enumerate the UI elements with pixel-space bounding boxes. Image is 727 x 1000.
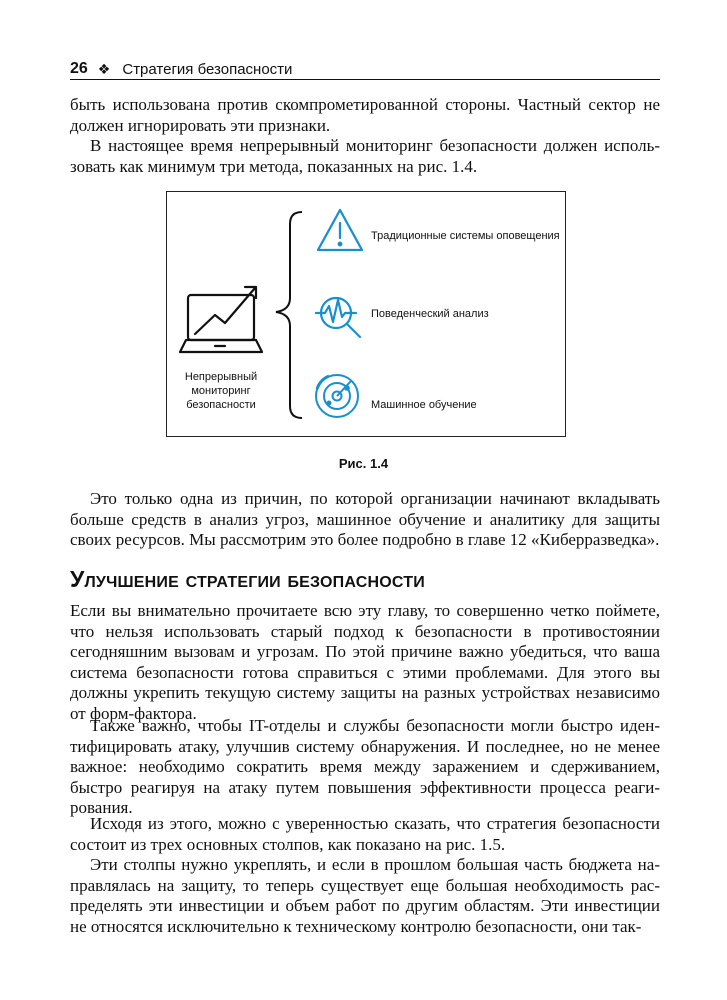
paragraph-section-2: Также важно, чтобы IT-отделы и службы безопасности могли быстро идентифицировать атаку, улучшив систему обнаружения. И последнее, но не менее важное: необходимо сократить время между заражением и сдерживанием, быстро реагируя на атаку путем повышения эффективности процесса реагирования. [70, 716, 660, 817]
paragraph-after-figure: Это только одна из причин, по которой организации начинают вкладывать больше средств в анализ угроз, машинное обучение и аналитику для защиты своих ресурсов. Мы рассмотрим это более подробно в главе 12 «Киберразведка». [70, 489, 660, 549]
paragraph-section-3: Исходя из этого, можно с уверенностью сказать, что стратегия безопасности состоит из трех основных столпов, как показано на рис. 1.5. [70, 814, 660, 854]
page-number: 26 [70, 60, 88, 77]
warning-triangle-icon [318, 210, 362, 250]
radar-icon [316, 375, 358, 417]
section-heading: Улучшение стратегии безопасности [70, 566, 425, 592]
running-title: Стратегия безопасности [122, 61, 293, 78]
figure-item-label-3: Машинное обучение [371, 399, 477, 411]
figure-item-label-2: Поведенческий анализ [371, 308, 489, 320]
figure-1-4 [166, 191, 566, 437]
paragraph-section-1: Если вы внимательно прочитаете всю эту главу, то совершенно четко поймете, что нельзя использовать старый подход к безопасности в противостоянии сегодняшним вызовам и угрозам. По этой причине важно убедиться, что ваша система безопасности готова справиться с этими проблемами. Для этого вы должны укрепить текущую систему защиты на разных устройствах независимо от форм-фактора. [70, 601, 660, 723]
paragraph-intro-1: быть использована против скомпрометированной стороны. Частный сектор не должен игнорировать эти признаки. [70, 95, 660, 135]
laptop-trend-icon [180, 287, 262, 352]
header-ornament: ❖ [97, 61, 111, 77]
running-header [70, 58, 660, 78]
paragraph-section-4: Эти столпы нужно укреплять, и если в прошлом большая часть бюджета направлялась на защиту, то теперь существует еще большая необходимость распределять эти инвестиции и объем работ по другим областям. Эти инвестиции не относятся исключительно к техническому контролю безопасности, они так- [70, 855, 660, 936]
figure-center-label: Непрерывный мониторинг безопасности [184, 371, 258, 411]
curly-brace [276, 212, 302, 418]
header-rule [70, 79, 660, 80]
paragraph-intro-2: В настоящее время непрерывный мониторинг безопасности должен использовать как минимум три метода, показанных на рис. 1.4. [70, 136, 660, 176]
figure-caption: Рис. 1.4 [338, 456, 389, 471]
figure-item-label-1: Традиционные системы оповещения [371, 230, 560, 242]
behavior-magnifier-icon [316, 298, 360, 337]
